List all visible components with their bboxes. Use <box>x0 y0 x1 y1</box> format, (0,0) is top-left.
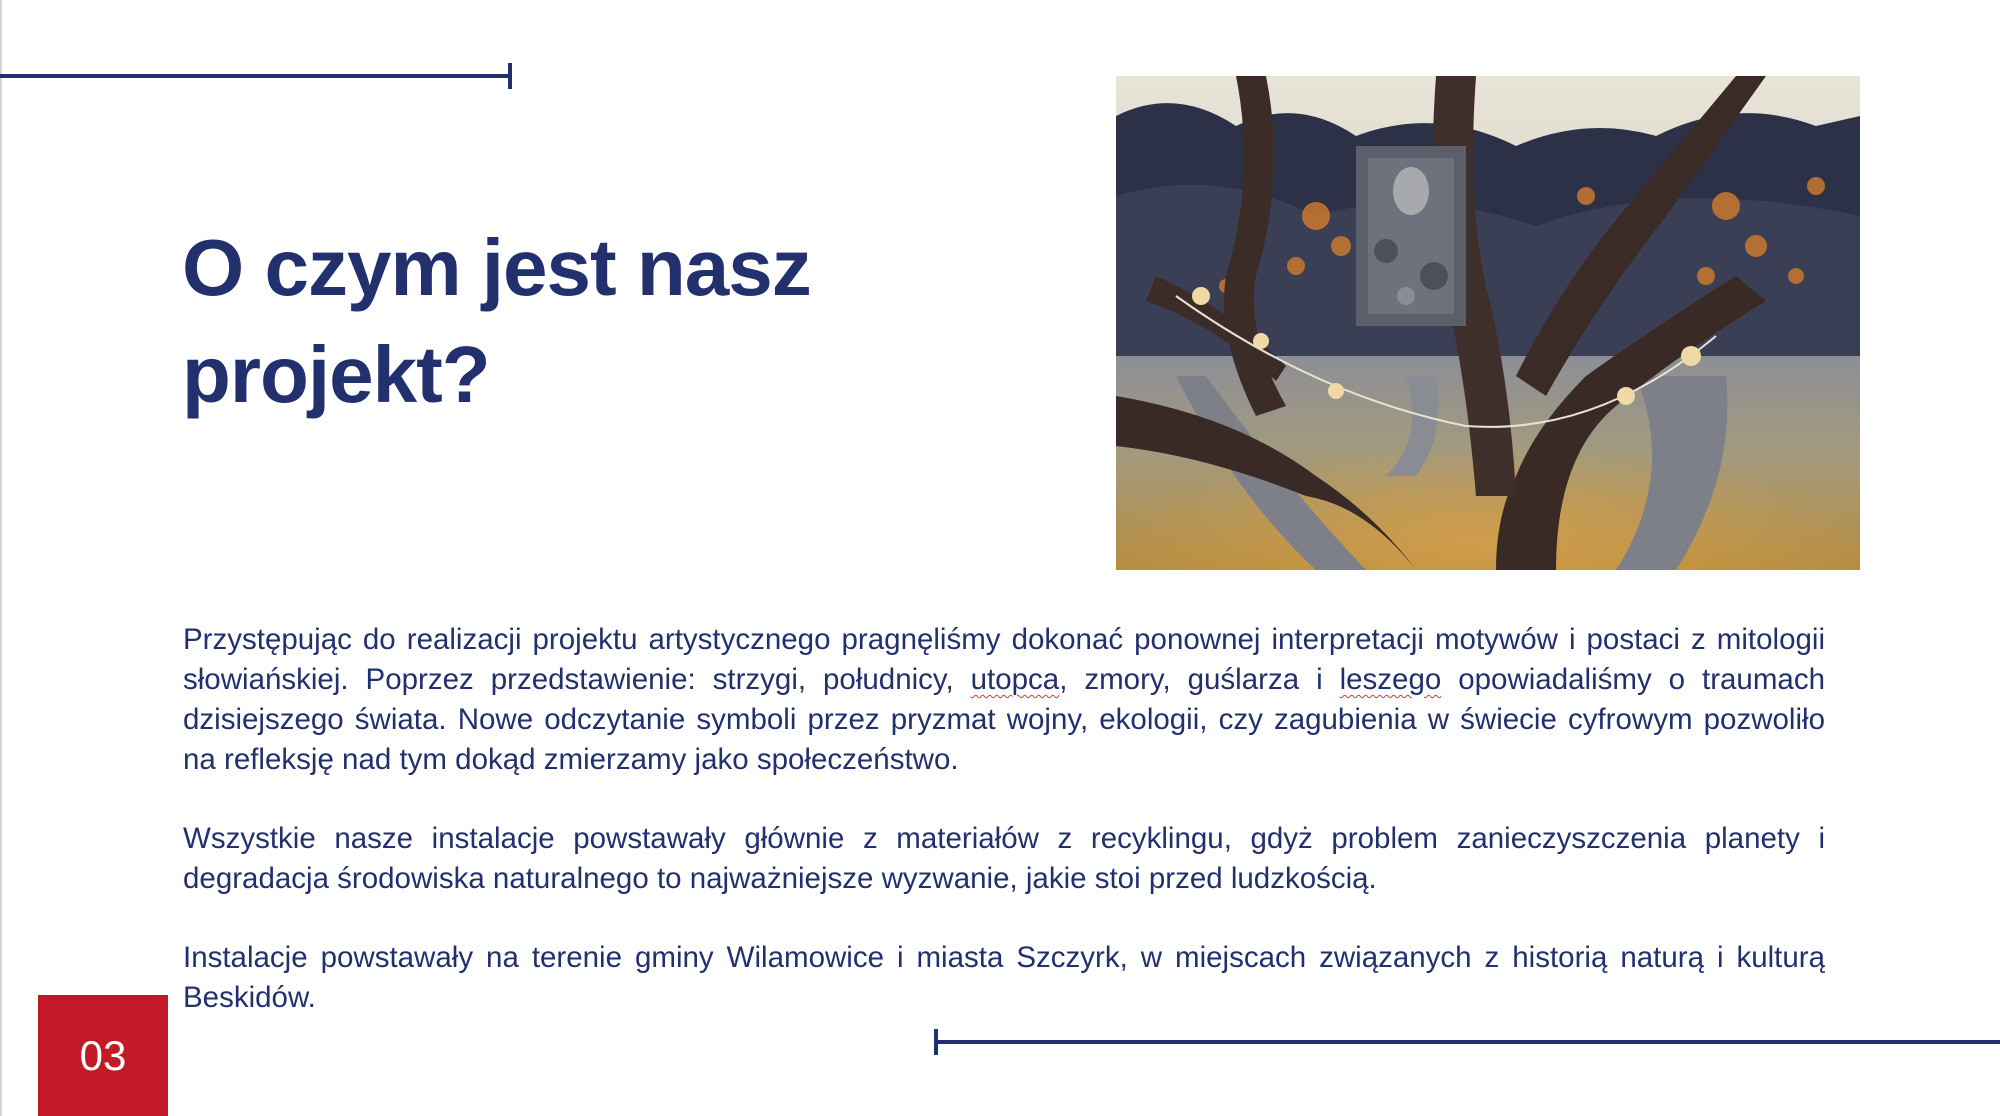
spellcheck-word: utopca <box>970 663 1060 696</box>
top-rule-end-tick <box>508 63 512 89</box>
paragraph-text: opowiadaliśmy o traumach dzisiejszego świata. Nowe odczytanie symboli przez pryzmat wojny, ekologii, czy zagubienia w świecie cyfrowym pozwoliło na refleksję nad tym dokąd zmierzamy jako społeczeństwo. <box>183 663 1825 776</box>
top-decorative-rule <box>0 74 512 78</box>
project-description <box>183 620 1825 1057</box>
bottom-rule-end-tick <box>934 1029 938 1055</box>
slide-title: O czym jest nasz projekt? <box>182 223 811 419</box>
bottom-decorative-rule <box>934 1040 2000 1044</box>
paragraph-recycling: Wszystkie nasze instalacje powstawały głównie z materiałów z recyklingu, gdyż problem zanieczyszczenia planety i degradacja środowiska naturalnego to najważniejsze wyzwanie, jakie stoi przed ludzkością. <box>183 822 1825 895</box>
paragraph-mythology <box>183 620 1825 780</box>
slide-left-border <box>0 0 2 1116</box>
page-number-badge: 03 <box>38 995 168 1116</box>
spellcheck-word: leszego <box>1339 663 1442 696</box>
project-installation-photo <box>1116 76 1860 570</box>
paragraph-locations: Instalacje powstawały na terenie gminy Wilamowice i miasta Szczyrk, w miejscach związanych z historią naturą i kulturą Beskidów. <box>183 941 1825 1014</box>
paragraph-text: Przystępując do realizacji projektu artystycznego pragnęliśmy dokonać ponownej interpretacji motywów i postaci z mitologii słowiańskiej. Poprzez przedstawienie: strzygi, południcy, <box>183 623 1825 696</box>
paragraph-text: , zmory, guślarza i <box>1059 663 1340 696</box>
